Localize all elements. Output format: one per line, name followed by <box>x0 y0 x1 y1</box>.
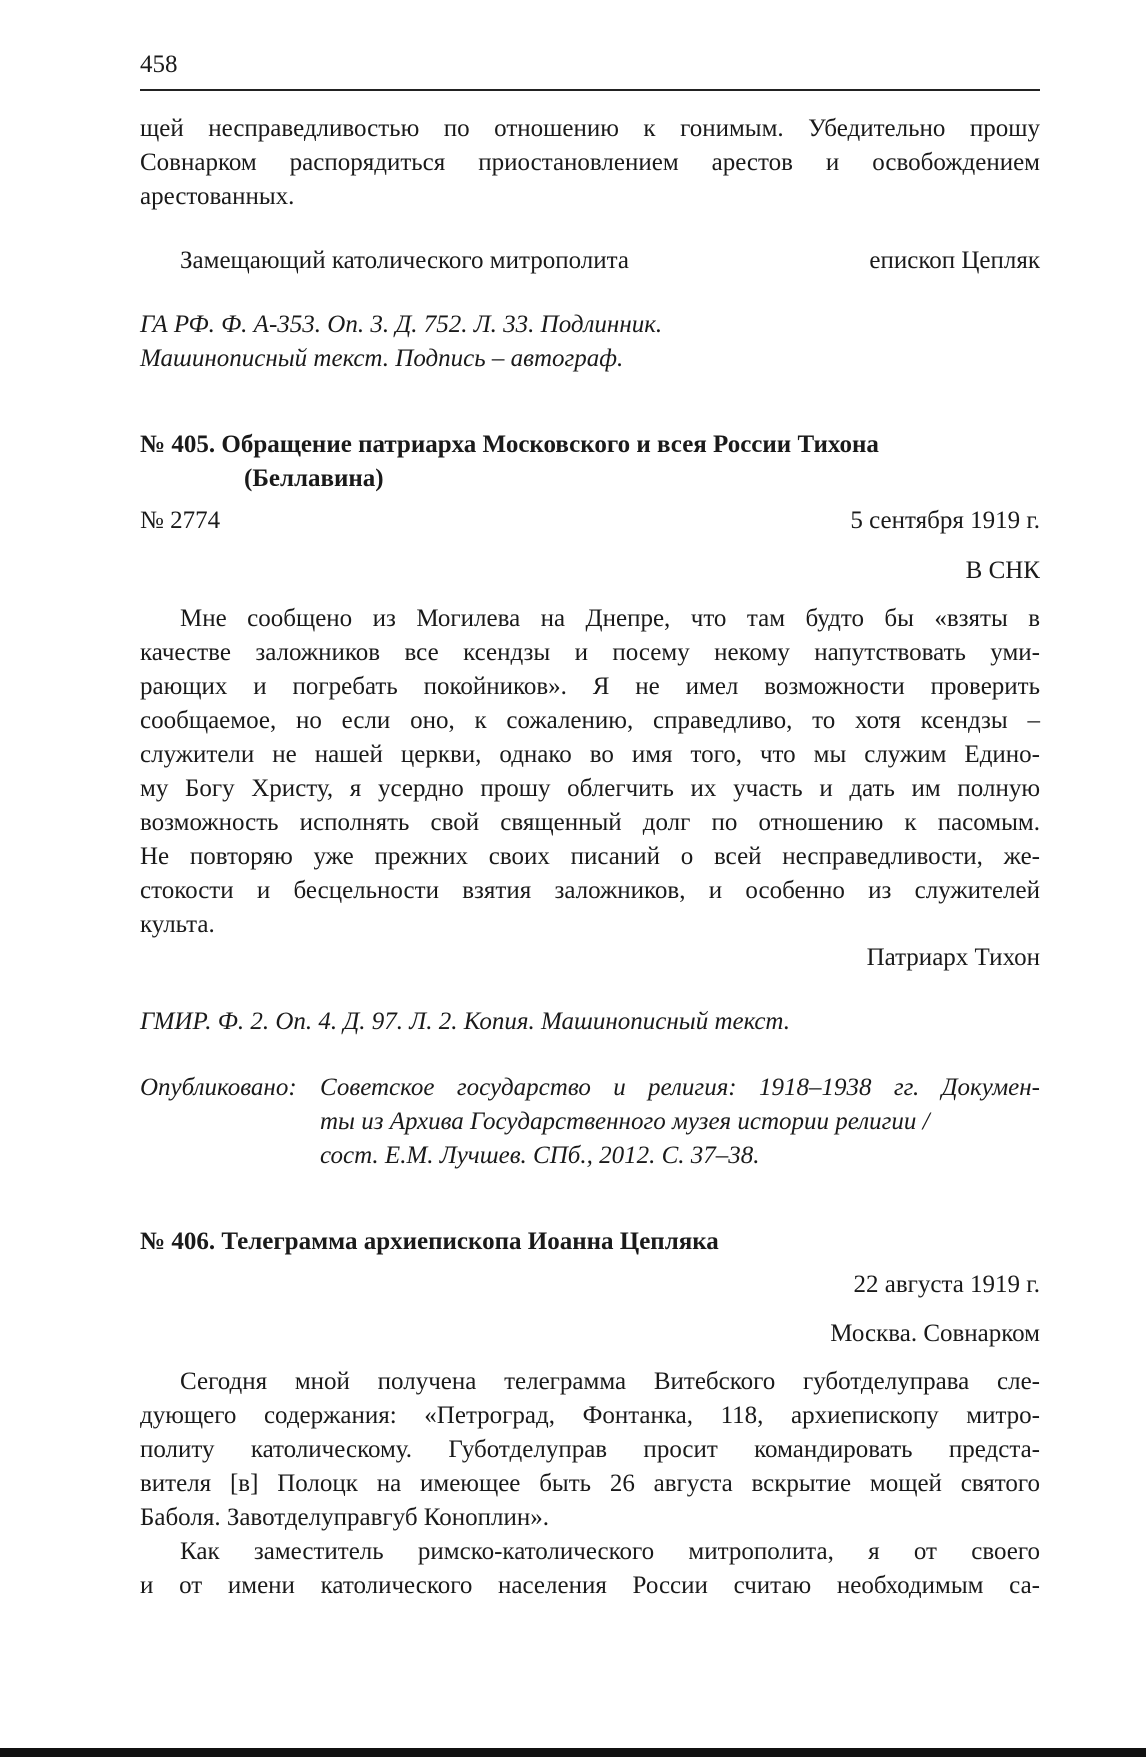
published-line: ты из Архива Государственного музея истории религии / <box>320 1108 930 1135</box>
text-line: политу католическому. Губотделуправ просит командировать предста- <box>140 1436 1040 1463</box>
text-line: сообщаемое, но если оно, к сожалению, справедливо, то хотя ксендзы – <box>140 707 1040 734</box>
text-line: качестве заложников все ксендзы и посему некому напутствовать уми- <box>140 639 1040 666</box>
text-line: Не повторяю уже прежних своих писаний о всей несправедливости, же- <box>140 843 1040 870</box>
text-line: Как заместитель римско-католического митрополита, я от своего <box>180 1538 1040 1565</box>
text-line: служители не нашей церкви, однако во имя того, что мы служим Едино- <box>140 741 1040 768</box>
text-line: дующего содержания: «Петроград, Фонтанка, 118, архиепископу митро- <box>140 1402 1040 1429</box>
archive-source <box>140 308 1040 376</box>
text-line: вителя [в] Полоцк на имеющее быть 26 августа вскрытие мощей святого <box>140 1470 1040 1497</box>
source-line: Машинописный текст. Подпись – автограф. <box>140 345 624 372</box>
heading-line: № 405. Обращение патриарха Московского и всея России Тихона <box>140 431 879 458</box>
page-number: 458 <box>140 51 178 78</box>
signature-title: Замещающий католического митрополита <box>180 247 629 274</box>
doc405-addressee: В СНК <box>965 557 1040 584</box>
text-line: Сегодня мной получена телеграмма Витебского губотделуправа сле- <box>180 1368 1040 1395</box>
text-line: Совнарком распорядиться приостановлением арестов и освобождением <box>140 149 1040 176</box>
text-line: Мне сообщено из Могилева на Днепре, что там будто бы «взяты в <box>180 605 1040 632</box>
doc406-body <box>140 1365 1040 1603</box>
header-rule <box>140 89 1040 91</box>
doc405-source: ГМИР. Ф. 2. Оп. 4. Д. 97. Л. 2. Копия. Машинописный текст. <box>140 1008 791 1035</box>
published-line: сост. Е.М. Лучшев. СПб., 2012. С. 37–38. <box>320 1142 760 1169</box>
doc-number: № 2774 <box>140 507 221 534</box>
text-line: щей несправедливостью по отношению к гонимым. Убедительно прошу <box>140 115 1040 142</box>
doc406-date: 22 августа 1919 г. <box>853 1271 1040 1298</box>
scan-edge <box>0 1748 1146 1757</box>
heading-line: (Беллавина) <box>244 465 384 492</box>
text-line: Баболя. Завотделуправгуб Коноплин». <box>140 1504 549 1531</box>
doc-date: 5 сентября 1919 г. <box>850 507 1040 534</box>
text-line: культа. <box>140 911 215 938</box>
signature-name: епископ Цепляк <box>869 247 1040 274</box>
text-line: му Богу Христу, я усердно прошу облегчить их участь и дать им полную <box>140 775 1040 802</box>
published-line: Советское государство и религия: 1918–1938 гг. Докумен- <box>320 1074 1040 1101</box>
source-line: ГА РФ. Ф. А-353. Оп. 3. Д. 752. Л. 33. Подлинник. <box>140 311 663 338</box>
doc406-heading: № 406. Телеграмма архиепископа Иоанна Цепляка <box>140 1228 719 1255</box>
doc406-addressee: Москва. Совнарком <box>830 1320 1040 1347</box>
continuation-paragraph <box>140 112 1040 214</box>
doc405-heading <box>140 428 1040 496</box>
text-line: стокости и бесцельности взятия заложников, и особенно из служителей <box>140 877 1040 904</box>
text-line: арестованных. <box>140 183 295 210</box>
text-line: рающих и погребать покойников». Я не имел возможности проверить <box>140 673 1040 700</box>
text-line: и от имени католического населения России считаю необходимым са- <box>140 1572 1040 1599</box>
doc405-signature: Патриарх Тихон <box>866 944 1040 971</box>
text-line: возможность исполнять свой священный долг по отношению к пасомым. <box>140 809 1040 836</box>
published-label: Опубликовано: <box>140 1074 297 1101</box>
doc405-published <box>140 1071 1040 1173</box>
doc405-body <box>140 602 1040 942</box>
